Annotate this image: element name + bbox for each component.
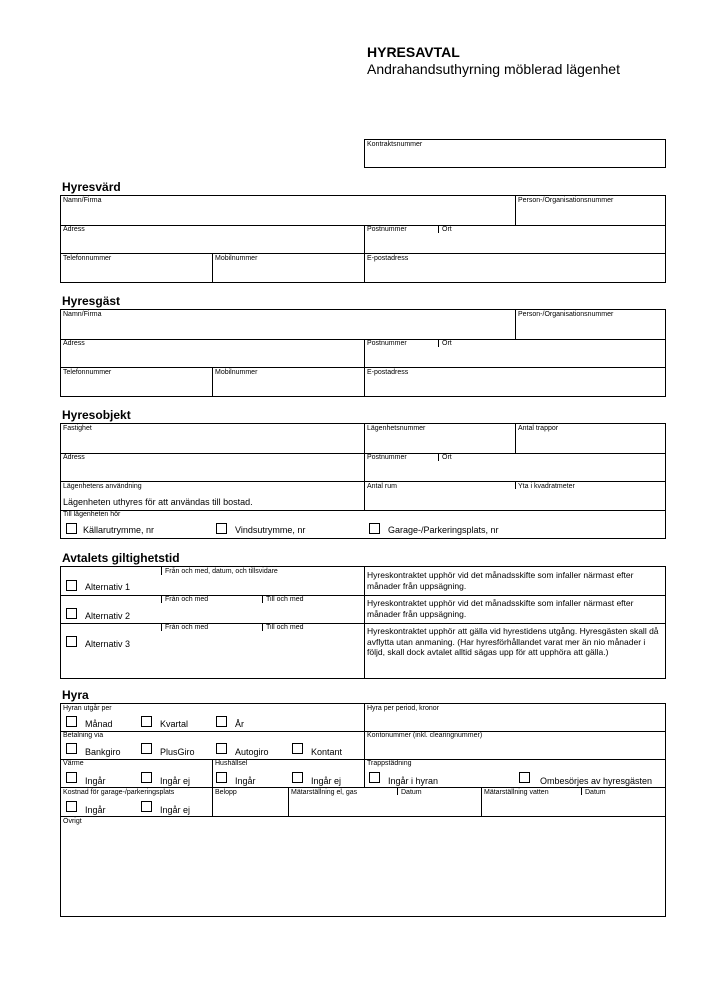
stair-clean-label: Trappstädning: [367, 760, 412, 767]
household-excluded-label: Ingår ej: [311, 776, 342, 786]
stairs-field[interactable]: Antal trappor: [518, 425, 559, 432]
plusgiro-checkbox[interactable]: [141, 743, 152, 754]
heating-included-checkbox[interactable]: [66, 772, 77, 783]
alt3-label: Alternativ 3: [85, 639, 131, 649]
landlord-address-field[interactable]: Adress: [63, 226, 85, 233]
alt1-label: Alternativ 1: [85, 582, 131, 592]
alt2-label: Alternativ 2: [85, 611, 131, 621]
alt2-to-field[interactable]: Till och med: [266, 596, 304, 603]
cash-checkbox[interactable]: [292, 743, 303, 754]
validity-heading: Avtalets giltighetstid: [62, 551, 180, 565]
landlord-id-field[interactable]: Person-/Organisationsnummer: [518, 197, 614, 204]
landlord-heading: Hyresvärd: [62, 180, 121, 194]
gas-meter-field[interactable]: Mätarställning el, gas: [291, 789, 358, 796]
water-date-field[interactable]: Datum: [585, 789, 606, 796]
monthly-label: Månad: [85, 719, 113, 729]
alt2-text: Hyreskontraktet upphör vid det månadsskifte som infaller närmast efter månader från uppsägning.: [367, 598, 634, 619]
yearly-checkbox[interactable]: [216, 716, 227, 727]
alt3-from-field[interactable]: Från och med: [165, 624, 209, 631]
amount-field[interactable]: Belopp: [215, 789, 237, 796]
gas-date-field[interactable]: Datum: [401, 789, 422, 796]
property-address-field[interactable]: Adress: [63, 454, 85, 461]
landlord-city-field[interactable]: Ort: [442, 226, 452, 233]
property-city-field[interactable]: Ort: [442, 454, 452, 461]
landlord-mobile-field[interactable]: Mobilnummer: [215, 255, 258, 262]
rooms-field[interactable]: Antal rum: [367, 483, 397, 490]
household-included-label: Ingår: [235, 776, 256, 786]
attic-label: Vindsutrymme, nr: [235, 525, 306, 535]
heating-label: Värme: [63, 760, 84, 767]
heating-excluded-label: Ingår ej: [160, 776, 191, 786]
landlord-name-field[interactable]: Namn/Firma: [63, 197, 102, 204]
monthly-checkbox[interactable]: [66, 716, 77, 727]
landlord-postal-field[interactable]: Postnummer: [367, 226, 407, 233]
basement-label: Källarutrymme, nr: [83, 525, 155, 535]
property-heading: Hyresobjekt: [62, 408, 131, 422]
contract-number-label: Kontraktsnummer: [367, 141, 423, 148]
tenant-section: [60, 309, 666, 397]
alt3-to-field[interactable]: Till och med: [266, 624, 304, 631]
alt1-from-field[interactable]: Från och med, datum, och tillsvidare: [165, 568, 278, 575]
heating-excluded-checkbox[interactable]: [141, 772, 152, 783]
landlord-email-field[interactable]: E-postadress: [367, 255, 409, 262]
garage-included-label: Ingår: [85, 805, 106, 815]
household-label: Hushållsel: [215, 760, 248, 767]
belongs-label: Till lägenheten hör: [63, 511, 121, 518]
stair-clean-included-checkbox[interactable]: [369, 772, 380, 783]
quarterly-checkbox[interactable]: [141, 716, 152, 727]
alt2-checkbox[interactable]: [66, 608, 77, 619]
bankgiro-label: Bankgiro: [85, 747, 121, 757]
alt3-text: Hyreskontraktet upphör att gälla vid hyrestidens utgång. Hyresgästen skall då avflytta utan anmaning. (Har hyresförhållandet varat mer än nio månader i följd, skall dock avtalet alltid sägas upp för att upphöra att gälla.): [367, 626, 659, 657]
alt1-checkbox[interactable]: [66, 580, 77, 591]
alt3-checkbox[interactable]: [66, 636, 77, 647]
tenant-city-field[interactable]: Ort: [442, 340, 452, 347]
property-field[interactable]: Fastighet: [63, 425, 92, 432]
other-field[interactable]: Övrigt: [63, 818, 82, 825]
plusgiro-label: PlusGiro: [160, 747, 195, 757]
document-subtitle: Andrahandsuthyrning möblerad lägenhet: [367, 61, 620, 77]
autogiro-checkbox[interactable]: [216, 743, 227, 754]
quarterly-label: Kvartal: [160, 719, 189, 729]
property-section: [60, 423, 666, 539]
stair-clean-included-label: Ingår i hyran: [388, 776, 439, 786]
property-postal-field[interactable]: Postnummer: [367, 454, 407, 461]
tenant-postal-field[interactable]: Postnummer: [367, 340, 407, 347]
tenant-name-field[interactable]: Namn/Firma: [63, 311, 102, 318]
area-field[interactable]: Yta i kvadratmeter: [518, 483, 575, 490]
validity-section: [60, 566, 666, 679]
yearly-label: År: [235, 719, 244, 729]
period-label: Hyran utgår per: [63, 705, 112, 712]
bankgiro-checkbox[interactable]: [66, 743, 77, 754]
alt2-from-field[interactable]: Från och med: [165, 596, 209, 603]
rent-amount-field[interactable]: Hyra per period, kronor: [367, 705, 439, 712]
heating-included-label: Ingår: [85, 776, 106, 786]
garage-label: Garage-/Parkeringsplats, nr: [388, 525, 499, 535]
landlord-section: [60, 195, 666, 283]
garage-included-checkbox[interactable]: [66, 801, 77, 812]
attic-checkbox[interactable]: [216, 523, 227, 534]
tenant-phone-field[interactable]: Telefonnummer: [63, 369, 112, 376]
alt1-text: Hyreskontraktet upphör vid det månadsskifte som infaller närmast efter månader från uppsägning.: [367, 570, 634, 591]
garage-excluded-checkbox[interactable]: [141, 801, 152, 812]
contract-number-field[interactable]: [364, 139, 666, 168]
tenant-mobile-field[interactable]: Mobilnummer: [215, 369, 258, 376]
apartment-number-field[interactable]: Lägenhetsnummer: [367, 425, 426, 432]
stair-clean-tenant-label: Ombesörjes av hyresgästen: [540, 776, 653, 786]
rent-section: [60, 703, 666, 917]
water-meter-field[interactable]: Mätarställning vatten: [484, 789, 549, 796]
rent-heading: Hyra: [62, 688, 89, 702]
account-number-field[interactable]: Kontonummer (inkl. clearingnummer): [367, 732, 483, 739]
household-included-checkbox[interactable]: [216, 772, 227, 783]
garage-checkbox[interactable]: [369, 523, 380, 534]
tenant-address-field[interactable]: Adress: [63, 340, 85, 347]
garage-excluded-label: Ingår ej: [160, 805, 191, 815]
tenant-id-field[interactable]: Person-/Organisationsnummer: [518, 311, 614, 318]
usage-text: Lägenheten uthyres för att användas till bostad.: [63, 497, 253, 507]
household-excluded-checkbox[interactable]: [292, 772, 303, 783]
usage-label: Lägenhetens användning: [63, 483, 142, 490]
landlord-phone-field[interactable]: Telefonnummer: [63, 255, 112, 262]
basement-checkbox[interactable]: [66, 523, 77, 534]
garage-cost-label: Kostnad för garage-/parkeringsplats: [63, 789, 175, 796]
document-title: HYRESAVTAL: [367, 44, 460, 60]
tenant-heading: Hyresgäst: [62, 294, 121, 308]
stair-clean-tenant-checkbox[interactable]: [519, 772, 530, 783]
cash-label: Kontant: [311, 747, 343, 757]
payment-label: Betalning via: [63, 732, 104, 739]
tenant-email-field[interactable]: E-postadress: [367, 369, 409, 376]
autogiro-label: Autogiro: [235, 747, 269, 757]
